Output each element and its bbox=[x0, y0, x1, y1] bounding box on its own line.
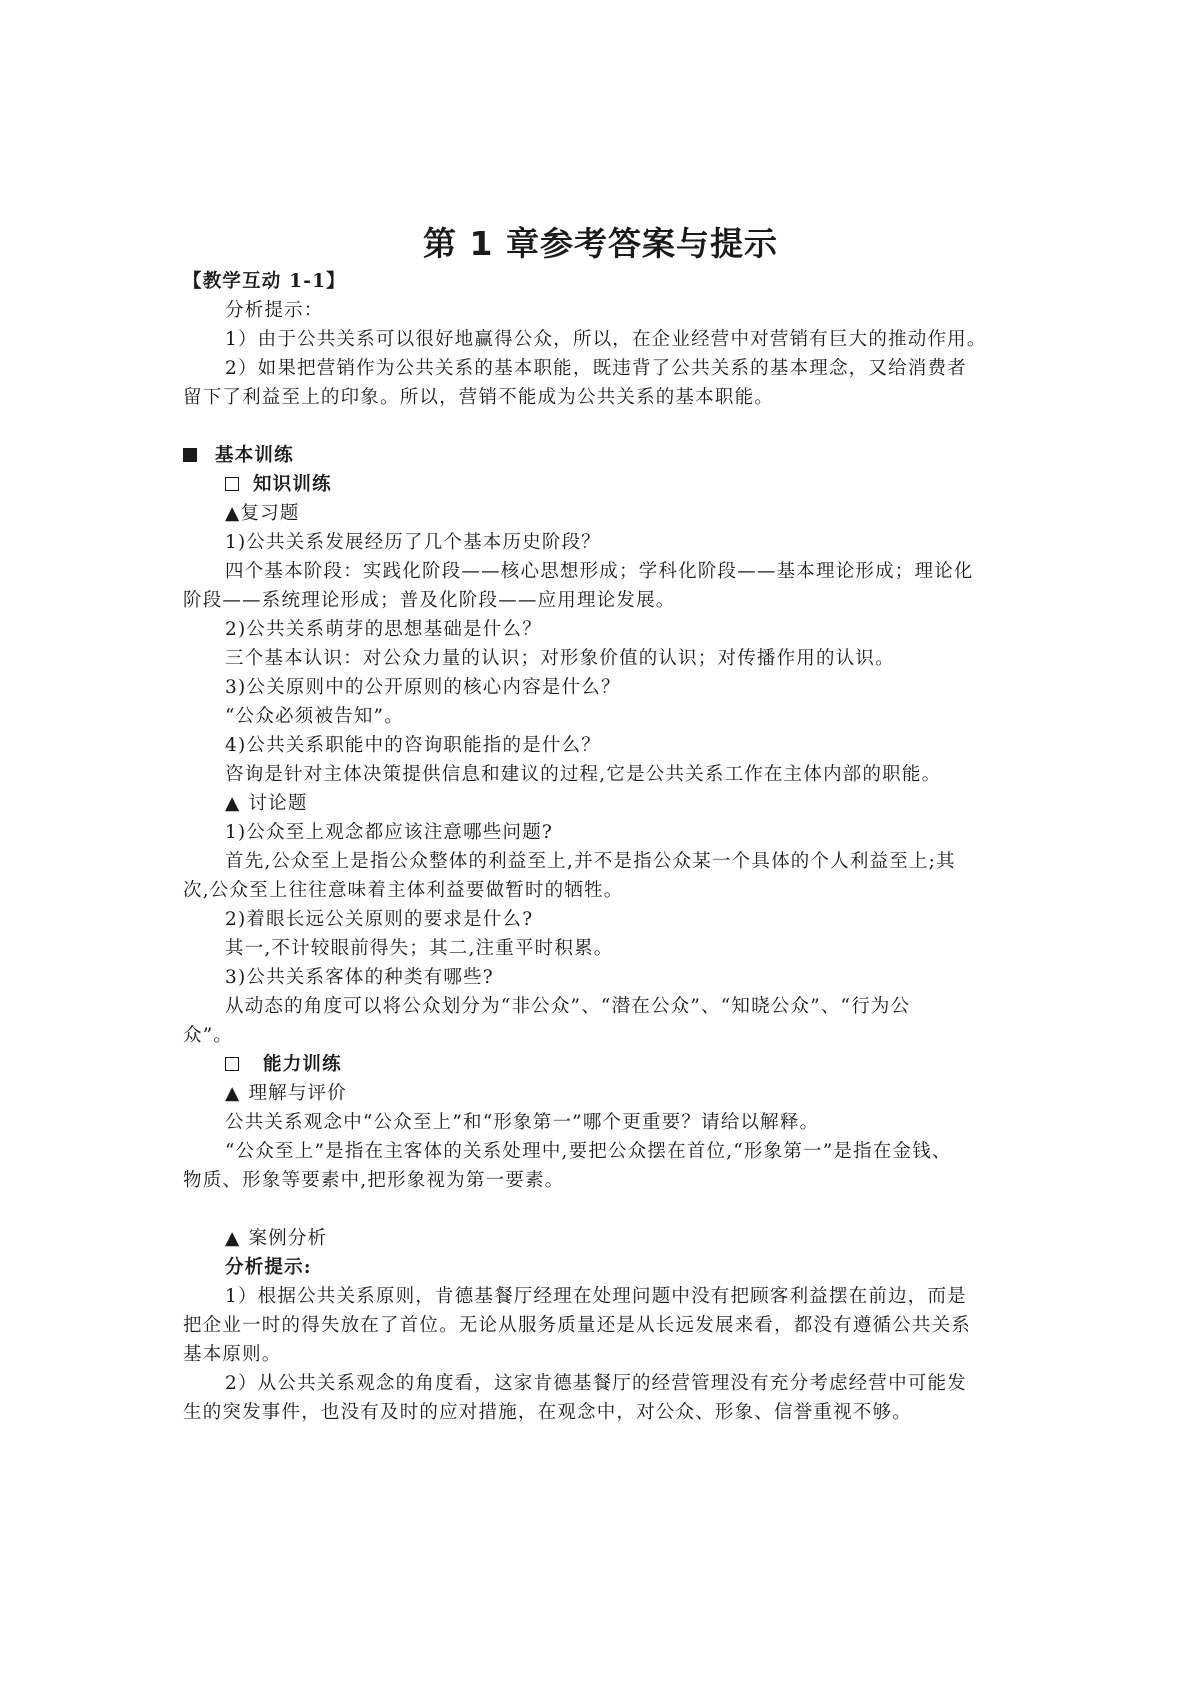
answer: 首先,公众至上是指公众整体的利益至上,并不是指公众某一个具体的个人利益至上;其 bbox=[225, 851, 956, 872]
paragraph-continuation: 基本原则。 bbox=[183, 1344, 282, 1365]
case-label: ▲ 案例分析 bbox=[225, 1228, 328, 1249]
question: 公共关系观念中“公众至上”和“形象第一”哪个更重要？请给以解释。 bbox=[225, 1112, 820, 1133]
paragraph-continuation: 把企业一时的得失放在了首位。无论从服务质量还是从长远发展来看，都没有遵循公共关系 bbox=[183, 1315, 972, 1336]
answer-continuation: 阶段——系统理论形成；普及化阶段——应用理论发展。 bbox=[183, 590, 676, 611]
question: 1)公共关系发展经历了几个基本历史阶段？ bbox=[225, 532, 601, 553]
question: 4)公共关系职能中的咨询职能指的是什么？ bbox=[225, 735, 601, 756]
page-title: 第 1 章参考答案与提示 bbox=[423, 224, 778, 263]
answer: 其一,不计较眼前得失；其二,注重平时积累。 bbox=[225, 938, 614, 959]
answer: 四个基本阶段：实践化阶段——核心思想形成；学科化阶段——基本理论形成；理论化 bbox=[225, 561, 974, 582]
answer: “公众至上”是指在主客体的关系处理中,要把公众摆在首位,“形象第一”是指在金钱、 bbox=[225, 1141, 952, 1162]
subsection-heading-knowledge: 知识训练 bbox=[225, 469, 1060, 501]
question: 2)公共关系萌芽的思想基础是什么？ bbox=[225, 619, 542, 640]
answer: 三个基本认识：对公众力量的认识；对形象价值的认识；对传播作用的认识。 bbox=[225, 648, 895, 669]
question: 3)公关原则中的公开原则的核心内容是什么？ bbox=[225, 677, 621, 698]
paragraph-continuation: 生的突发事件，也没有及时的应对措施，在观念中，对公众、形象、信誉重视不够。 bbox=[183, 1402, 912, 1423]
triangle-bullet-icon: ▲ bbox=[225, 1228, 241, 1249]
answer: 咨询是针对主体决策提供信息和建议的过程,它是公共关系工作在主体内部的职能。 bbox=[225, 764, 942, 785]
answer-continuation: 众”。 bbox=[183, 1025, 234, 1046]
answer: “公众必须被告知”。 bbox=[225, 706, 404, 727]
hint-label: 分析提示： bbox=[225, 300, 324, 321]
empty-square-bullet-icon bbox=[225, 1057, 239, 1071]
case-hint-label: 分析提示: bbox=[225, 1257, 312, 1278]
answer-continuation: 物质、形象等要素中,把形象视为第一要素。 bbox=[183, 1170, 565, 1191]
answer: 从动态的角度可以将公众划分为“非公众”、“潜在公众”、“知晓公众”、“行为公 bbox=[225, 996, 911, 1017]
question: 2)着眼长远公关原则的要求是什么? bbox=[225, 909, 534, 930]
paragraph: 2）如果把营销作为公共关系的基本职能，既违背了公共关系的基本理念，又给消费者 bbox=[225, 358, 967, 379]
paragraph-continuation: 留下了利益至上的印象。所以，营销不能成为公共关系的基本职能。 bbox=[183, 387, 775, 408]
discussion-label: ▲ 讨论题 bbox=[225, 793, 308, 814]
paragraph: 1）由于公共关系可以很好地赢得公众，所以，在企业经营中对营销有巨大的推动作用。 bbox=[225, 329, 987, 350]
empty-square-bullet-icon bbox=[225, 477, 239, 491]
question: 3)公共关系客体的种类有哪些? bbox=[225, 967, 494, 988]
triangle-bullet-icon: ▲ bbox=[225, 1083, 241, 1104]
triangle-bullet-icon: ▲ bbox=[225, 793, 241, 814]
answer-continuation: 次,公众至上往往意味着主体利益要做暂时的牺牲。 bbox=[183, 880, 624, 901]
section-heading-interaction: 【教学互动 1-1】 bbox=[183, 271, 346, 292]
subsection-heading-ability: 能力训练 bbox=[225, 1049, 1060, 1081]
review-label: ▲复习题 bbox=[225, 503, 300, 524]
filled-square-bullet-icon bbox=[183, 448, 197, 462]
question: 1)公众至上观念都应该注意哪些问题? bbox=[225, 822, 554, 843]
paragraph: 1）根据公共关系原则，肯德基餐厅经理在处理问题中没有把顾客利益摆在前边，而是 bbox=[225, 1286, 967, 1307]
paragraph: 2）从公共关系观念的角度看，这家肯德基餐厅的经营管理没有充分考虑经营中可能发 bbox=[225, 1373, 967, 1394]
section-heading-basic: 基本训练 bbox=[183, 440, 1018, 472]
triangle-bullet-icon: ▲ bbox=[225, 503, 241, 524]
eval-label: ▲ 理解与评价 bbox=[225, 1083, 347, 1104]
